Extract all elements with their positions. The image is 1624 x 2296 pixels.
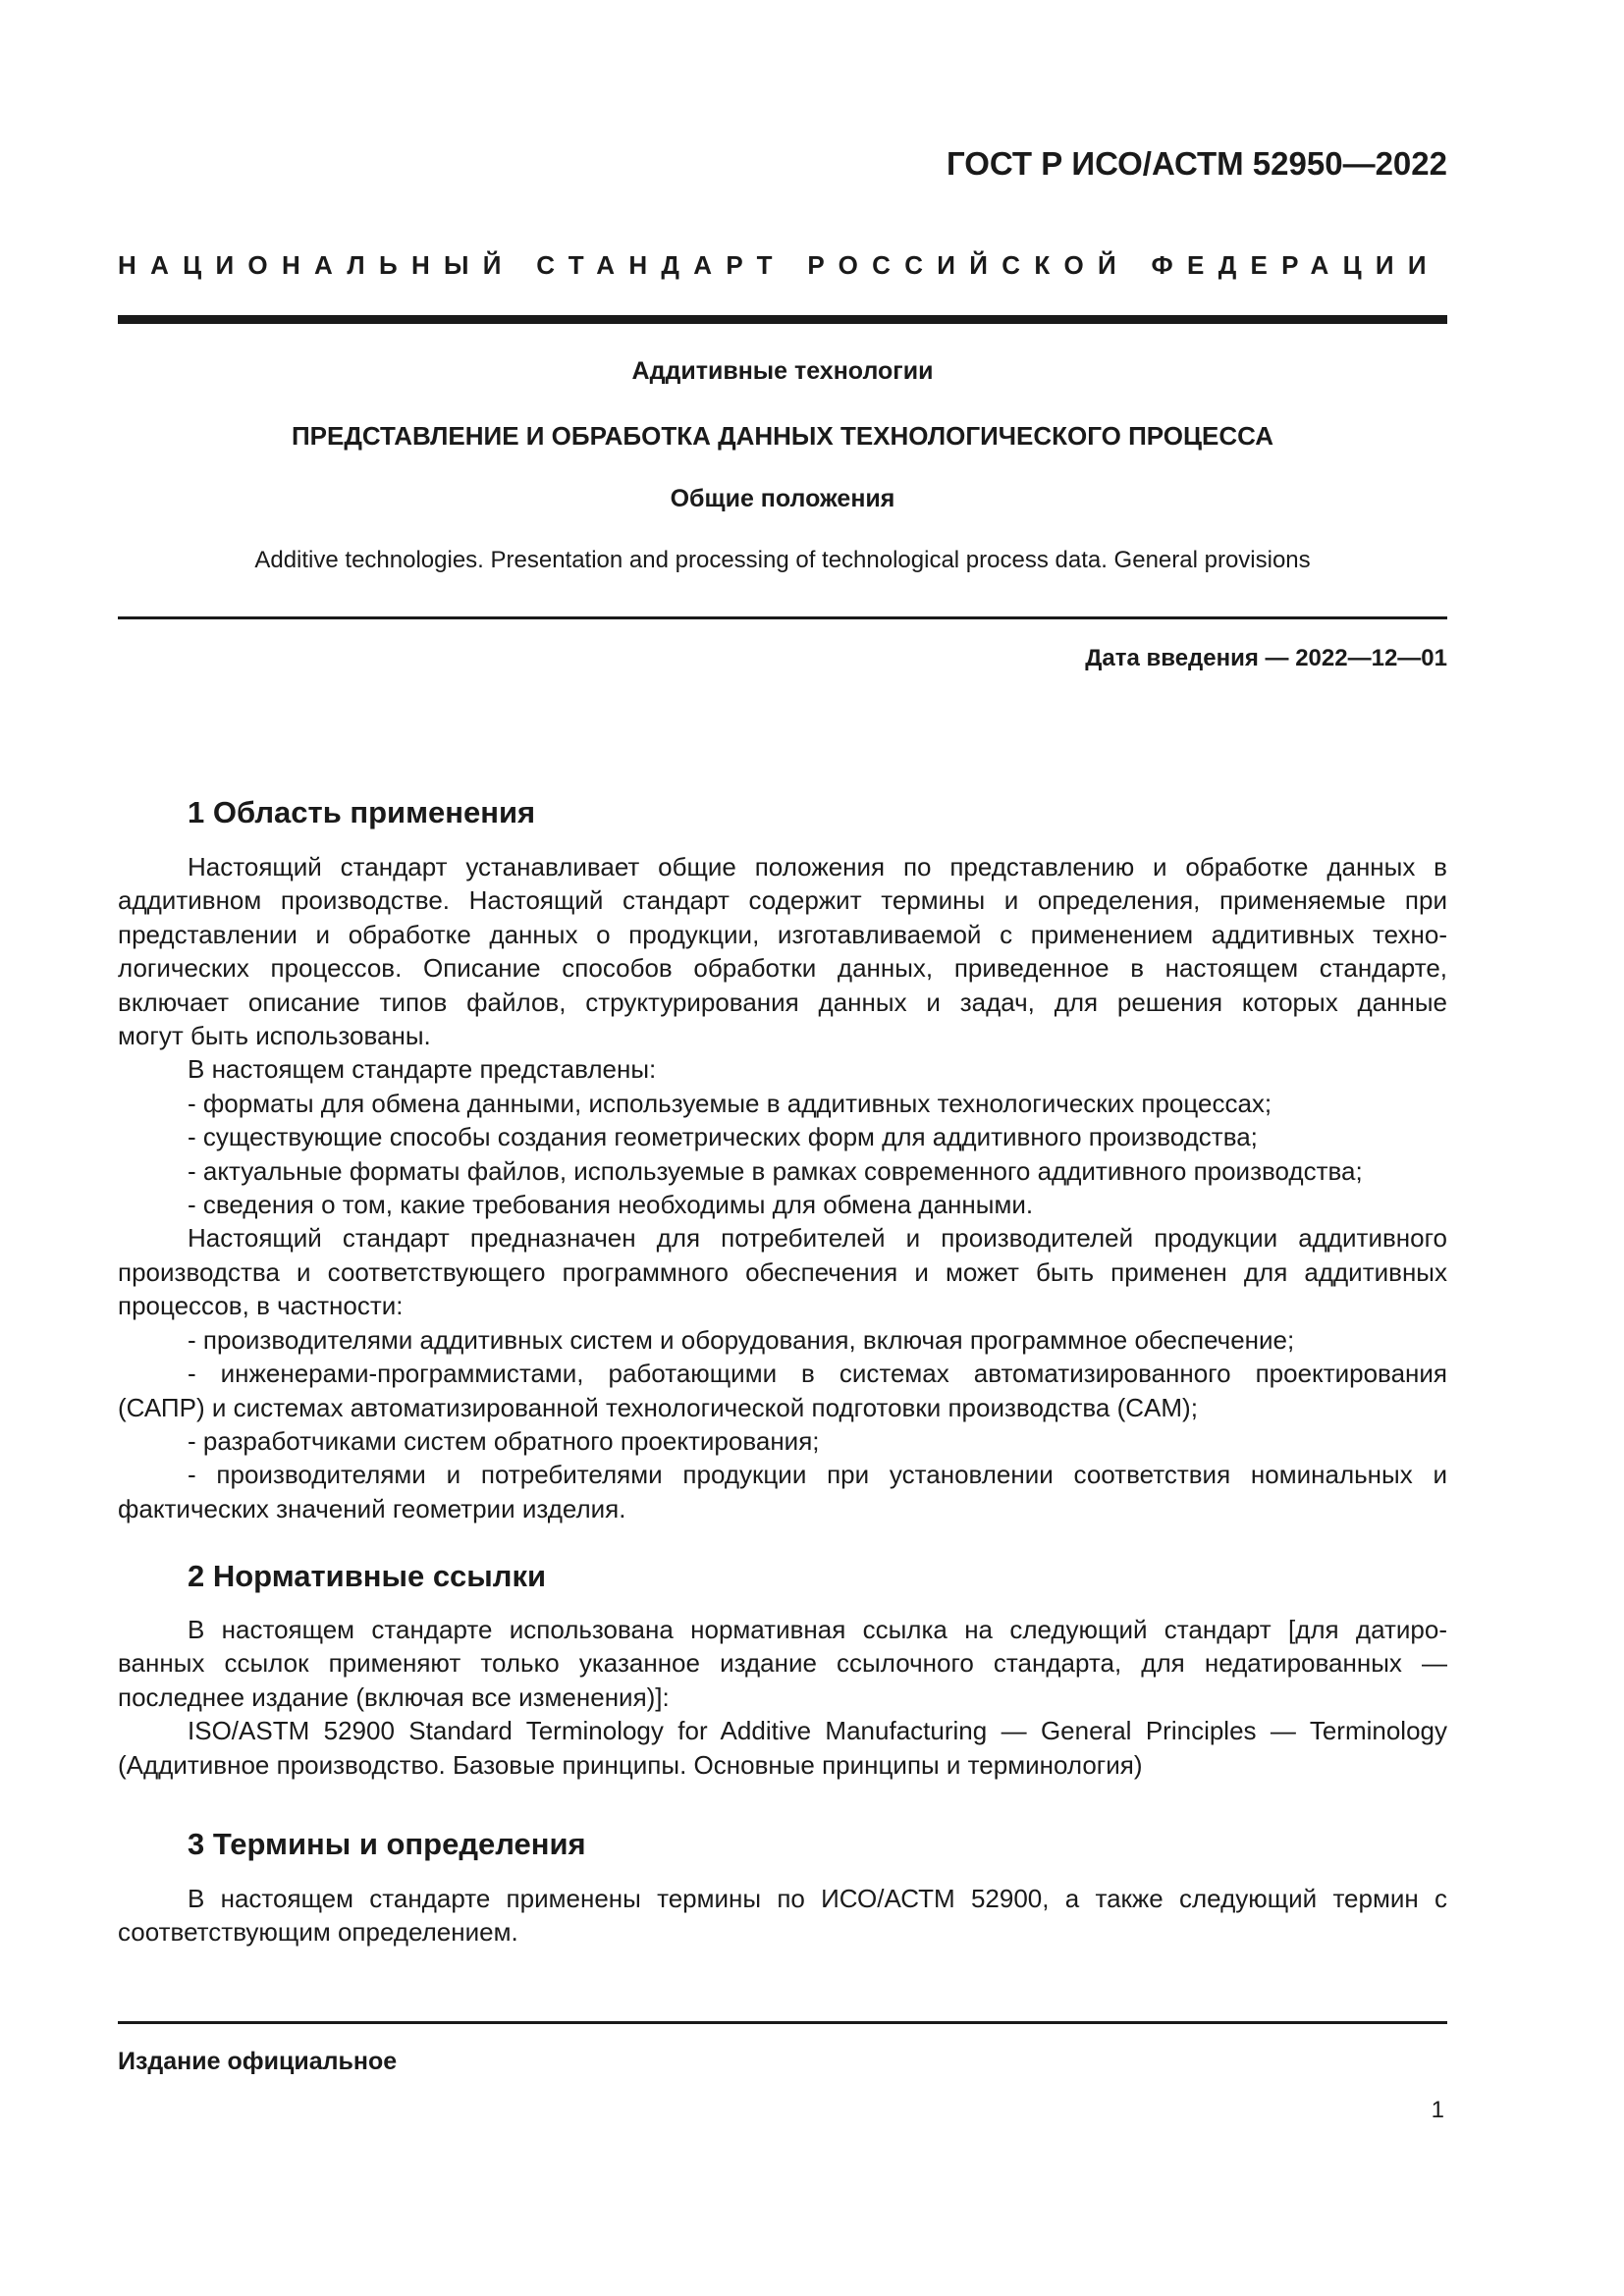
list-item: - разработчиками систем обратного проектирования; (188, 1425, 820, 1456)
paragraph-line: Настоящий стандарт предназначен для потребителей и производителей продукции аддитивного (188, 1223, 1447, 1254)
list-item: - производителями и потребителями продукции при установлении соответствия номинальных и (188, 1460, 1447, 1490)
national-standard-banner: НАЦИОНАЛЬНЫЙ СТАНДАРТ РОССИЙСКОЙ ФЕДЕРАЦИИ (118, 250, 1440, 280)
section-1-heading: 1 Область применения (188, 795, 536, 829)
section-3-heading: 3 Термины и определения (188, 1827, 586, 1861)
paragraph-line: аддитивном производстве. Настоящий стандарт содержит термины и определения, применяемые при (118, 885, 1447, 916)
section-2-body (118, 1613, 1447, 1782)
list-item: - актуальные форматы файлов, используемые в рамках современного аддитивного производства; (188, 1155, 1363, 1186)
section-2-heading: 2 Нормативные ссылки (188, 1559, 547, 1593)
title-sub: Общие положения (670, 485, 895, 512)
header-rule (118, 315, 1447, 324)
standard-number: ГОСТ Р ИСО/АСТМ 52950—2022 (946, 145, 1447, 182)
paragraph-line: могут быть использованы. (118, 1021, 431, 1051)
paragraph-line: (Аддитивное производство. Базовые принципы. Основные принципы и терминология) (118, 1749, 1143, 1780)
paragraph-line: представлении и обработке данных о продукции, изготавливаемой с применением аддитивных техно- (118, 919, 1447, 949)
paragraph-line: логических процессов. Описание способов обработки данных, приведенное в настоящем стандарте, (118, 953, 1447, 984)
list-item: - сведения о том, какие требования необходимы для обмена данными. (188, 1190, 1034, 1220)
page-number: 1 (1431, 2097, 1444, 2123)
introduction-date: Дата введения — 2022—12—01 (1085, 645, 1447, 671)
list-item: - инженерами-программистами, работающими в системах автоматизированного проектирования (188, 1359, 1447, 1389)
paragraph-line: производства и соответствующего программного обеспечения и может быть применен для аддитивных (118, 1256, 1447, 1287)
paragraph-line: Настоящий стандарт устанавливает общие положения по представлению и обработке данных в (188, 852, 1447, 881)
paragraph-line: В настоящем стандарте использована нормативная ссылка на следующий стандарт [для датиро- (188, 1615, 1447, 1644)
title-main: ПРЕДСТАВЛЕНИЕ И ОБРАБОТКА ДАННЫХ ТЕХНОЛОГИЧЕСКОГО ПРОЦЕССА (291, 421, 1274, 451)
footer-rule (118, 2021, 1447, 2024)
paragraph-line: соответствующим определением. (118, 1917, 518, 1948)
title-rule (118, 616, 1447, 619)
official-edition-label: Издание официальное (118, 2048, 398, 2075)
list-item: - производителями аддитивных систем и оборудования, включая программное обеспечение; (188, 1324, 1295, 1355)
title-english: Additive technologies. Presentation and processing of technological process data. General provisions (254, 547, 1311, 573)
section-3-body (118, 1882, 1447, 1949)
title-group: Аддитивные технологии (631, 357, 934, 385)
list-item: - форматы для обмена данными, используемые в аддитивных технологических процессах; (188, 1088, 1272, 1118)
paragraph-line: (САПР) и системах автоматизированной технологической подготовки производства (CAM); (118, 1392, 1198, 1422)
paragraph-line: последнее издание (включая все изменения)]: (118, 1682, 670, 1712)
paragraph-line: В настоящем стандарте представлены: (188, 1054, 657, 1085)
paragraph-line: ванных ссылок применяют только указанное издание ссылочного стандарта, для недатированных — (118, 1648, 1447, 1679)
list-item: - существующие способы создания геометрических форм для аддитивного производства; (188, 1122, 1258, 1152)
paragraph-line: включает описание типов файлов, структурирования данных и задач, для решения которых данные (118, 987, 1447, 1017)
section-1-body (118, 850, 1447, 1525)
paragraph-line: В настоящем стандарте применены термины по ИСО/АСТМ 52900, а также следующий термин с (188, 1884, 1447, 1913)
paragraph-line: ISO/ASTM 52900 Standard Terminology for Additive Manufacturing — General Principles — Terminology (188, 1716, 1447, 1746)
paragraph-line: фактических значений геометрии изделия. (118, 1493, 626, 1523)
paragraph-line: процессов, в частности: (118, 1291, 404, 1321)
